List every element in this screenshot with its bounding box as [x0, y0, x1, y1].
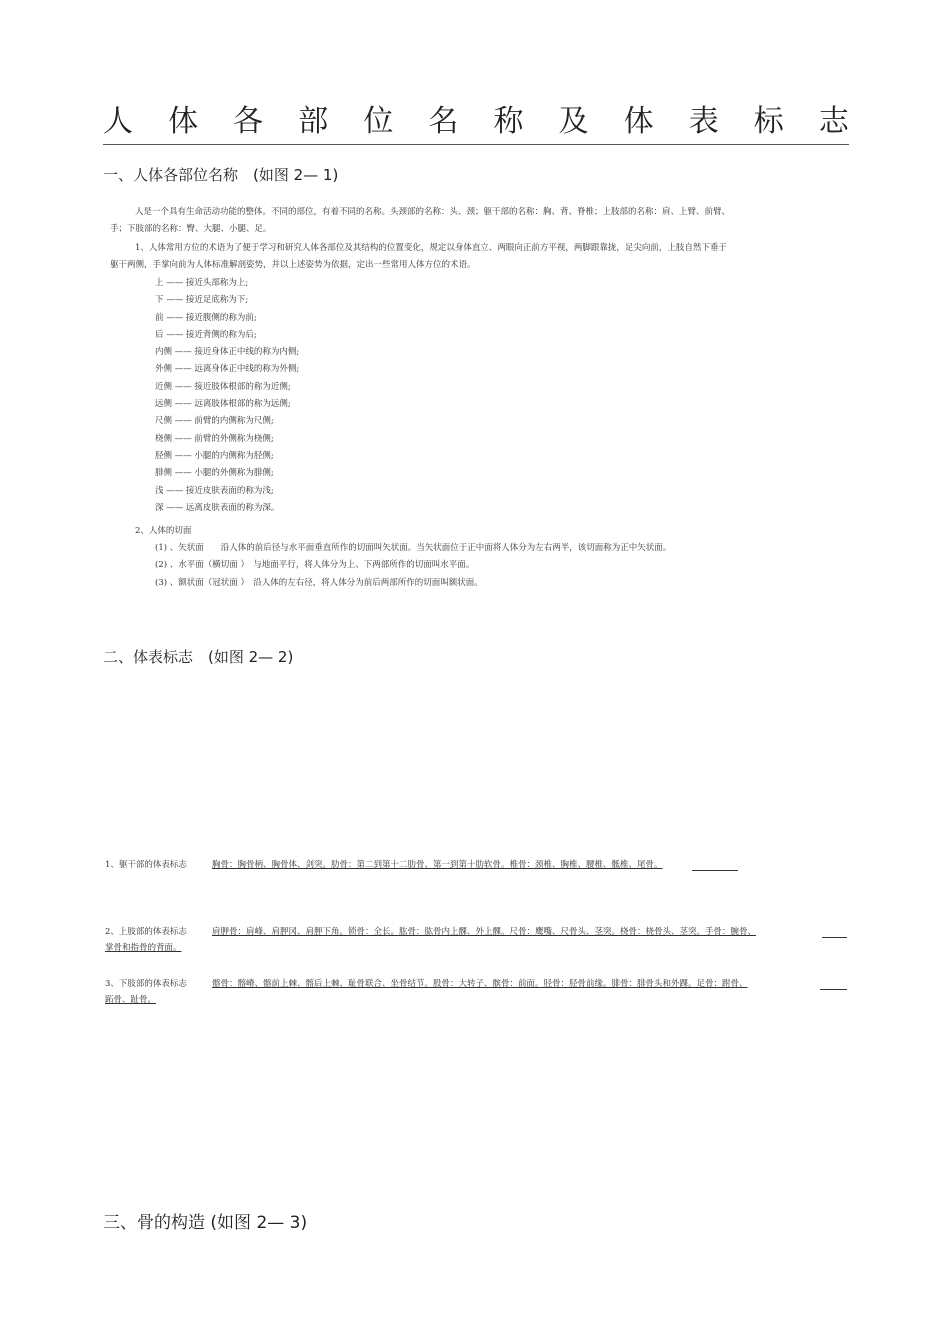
term-item: 尺侧 —— 前臂的内侧称为尺侧; [155, 416, 274, 427]
trunk-label: 1、躯干部的体表标志 [105, 860, 187, 870]
title-char: 体 [168, 104, 199, 139]
term-item: 内侧 —— 接近身体正中线的称为内侧; [155, 347, 300, 358]
page-title [103, 96, 849, 145]
direction-terms-list [155, 278, 299, 520]
lower-label: 3、下肢部的体表标志 [105, 979, 187, 989]
item1-line-1: 1、人体常用方位的术语为了便于学习和研究人体各部位及其结构的位置变化，规定以身体直立、两眼向正前方平视，两脚跟靠拢，足尖向前，上肢自然下垂于 [135, 243, 727, 253]
term-item: 近侧 —— 接近肢体根部的称为近侧; [155, 381, 291, 392]
term-item: 桡侧 —— 前臂的外侧称为桡侧; [155, 433, 274, 444]
title-char: 部 [298, 104, 329, 139]
lower-text-2: 跖骨、趾骨。 [105, 995, 157, 1005]
plane-horizontal: (2) 、水平面（横切面 ） 与地面平行，将人体分为上、下两部所作的切面叫水平面。 [155, 560, 475, 570]
intro-line-2: 手；下肢部的名称：臀、大腿、小腿、足。 [110, 224, 272, 234]
term-item: 前 —— 接近腹侧的称为前; [155, 312, 257, 323]
title-char: 志 [818, 104, 849, 139]
term-item: 深 —— 远离皮肤表面的称为深。 [155, 502, 280, 513]
term-item: 浅 —— 接近皮肤表面的称为浅; [155, 485, 274, 496]
term-item: 胫侧 —— 小腿的内侧称为胫侧; [155, 450, 274, 461]
title-char: 称 [493, 104, 524, 139]
term-item: 后 —— 接近背侧的称为后; [155, 329, 257, 340]
term-item: 远侧 —— 远离肢体根部的称为远侧; [155, 399, 291, 410]
upper-text-2: 掌骨和指骨的背面。 [105, 943, 182, 953]
title-char: 位 [363, 104, 394, 139]
lower-underline [820, 989, 847, 990]
upper-underline [822, 937, 847, 938]
item2-heading: 2、人体的切面 [135, 526, 192, 536]
term-item: 上 —— 接近头部称为上; [155, 278, 249, 288]
title-char: 标 [753, 104, 784, 139]
upper-text: 肩胛骨：肩峰、肩胛冈、肩胛下角。锁骨：全长。肱骨：肱骨内上髁、外上髁。尺骨：鹰嘴、尺骨头、茎突。桡骨：桡骨头、茎突。手骨：腕骨、 [212, 927, 757, 937]
title-char: 表 [688, 104, 719, 139]
title-char: 体 [623, 104, 654, 139]
plane-sagittal: (1) 、矢状面 沿人体的前后径与水平面垂直所作的切面叫矢状面。当矢状面位于正中面将人体分为左右两半，该切面称为正中矢状面。 [155, 543, 672, 553]
title-char: 人 [103, 104, 133, 139]
intro-line-1: 人是一个具有生命活动功能的整体。不同的部位，有着不同的名称。头颈部的名称：头、颈；躯干部的名称：胸、背、脊椎；上肢部的名称：肩、上臂、前臂、 [135, 207, 731, 217]
trunk-underline [692, 870, 738, 871]
lower-text: 髂骨：髂嵴、髂前上棘、髂后上棘、耻骨联合、坐骨结节。股骨：大转子、髌骨：前面。胫骨：胫骨前缘。腓骨：腓骨头和外踝。足骨：跗骨、 [212, 979, 748, 989]
plane-frontal: (3) 、额状面（冠状面 ） 沿人体的左右径，将人体分为前后两部所作的切面叫额状面。 [155, 578, 483, 588]
section2-heading: 二、体表标志 (如图 2— 2) [103, 648, 294, 666]
title-char: 及 [558, 104, 589, 139]
section1-heading: 一、人体各部位名称 (如图 2— 1) [103, 166, 339, 184]
term-item: 腓侧 —— 小腿的外侧称为腓侧; [155, 468, 274, 479]
title-char: 名 [428, 104, 459, 139]
trunk-text: 胸骨：胸骨柄、胸骨体、剑突。肋骨：第二到第十二肋骨、第一到第十肋软骨。椎骨：颈椎、胸椎、腰椎、骶椎、尾骨。 [212, 860, 663, 870]
term-item: 下 —— 接近足底称为下; [155, 295, 249, 306]
term-item: 外侧 —— 远离身体正中线的称为外侧; [155, 364, 300, 375]
upper-label: 2、上肢部的体表标志 [105, 927, 187, 937]
item1-line-2: 躯干两侧，手掌向前为人体标准解剖姿势，并以上述姿势为依据，定出一些常用人体方位的术语。 [110, 260, 476, 270]
section3-heading: 三、骨的构造 (如图 2— 3) [103, 1213, 308, 1233]
title-char: 各 [233, 104, 264, 139]
